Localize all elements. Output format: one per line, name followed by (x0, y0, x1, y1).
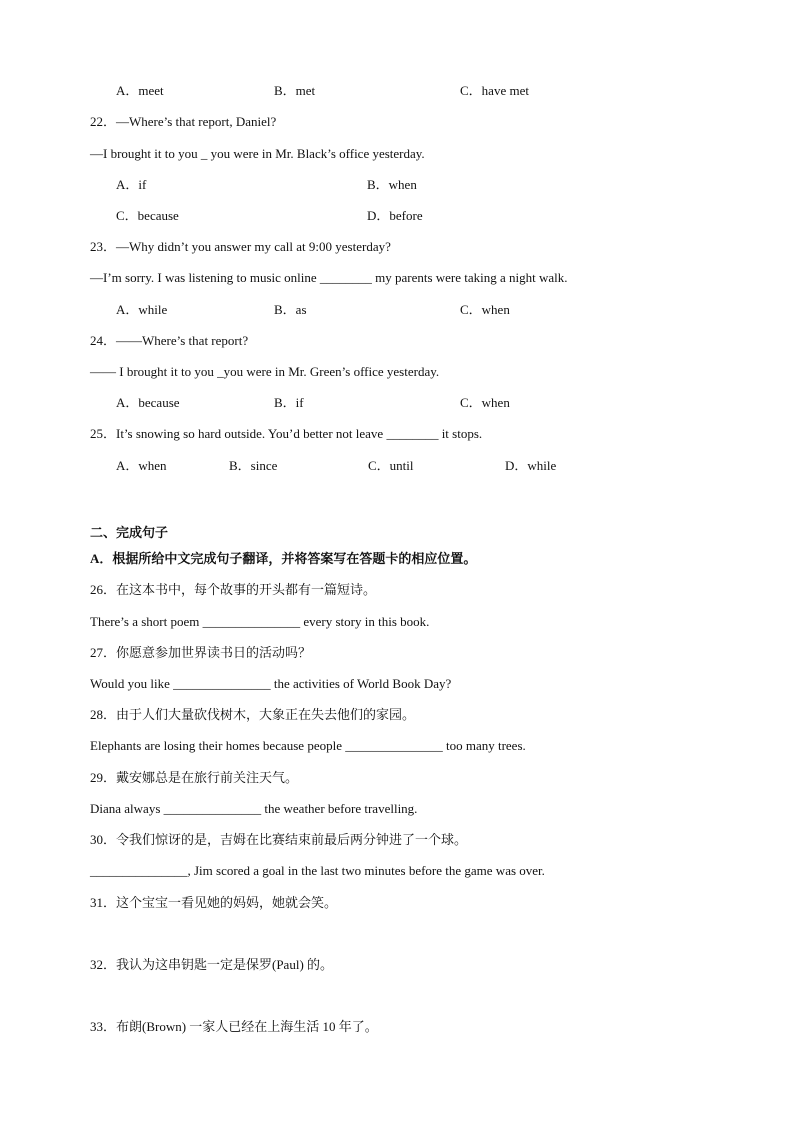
q28-chinese: 28．由于人们大量砍伐树木，大象正在失去他们的家园。 (90, 707, 416, 722)
q27-chinese: 27．你愿意参加世界读书日的活动吗？ (90, 645, 312, 660)
q24-option-c: C．when (460, 395, 510, 410)
q21-option-b: B．met (274, 83, 316, 98)
section-title: 二、完成句子 (90, 525, 169, 540)
q22-option-c: C．because (116, 208, 179, 223)
q21-option-c: C．have met (460, 83, 529, 98)
q22-question: 22．—Where’s that report, Daniel? (90, 114, 277, 129)
q22-option-b: B．when (367, 177, 417, 192)
q25-question: 25．It’s snowing so hard outside. You’d better not leave ________ it stops. (90, 426, 483, 441)
q30-chinese: 30．令我们惊讶的是，吉姆在比赛结束前最后两分钟进了一个球。 (90, 832, 468, 847)
section-instruction: A．根据所给中文完成句子翻译，并将答案写在答题卡的相应位置。 (90, 551, 477, 566)
q25-option-a: A．when (116, 458, 167, 473)
q22-answer-line: —I brought it to you _ you were in Mr. Black’s office yesterday. (90, 146, 425, 161)
q23-option-c: C．when (460, 302, 510, 317)
q23-question: 23．—Why didn’t you answer my call at 9:00 yesterday? (90, 239, 391, 254)
q29-chinese: 29．戴安娜总是在旅行前关注天气。 (90, 770, 299, 785)
q30-english: _______________, Jim scored a goal in the last two minutes before the game was over. (90, 863, 545, 878)
q24-answer-line: —— I brought it to you _you were in Mr. Green’s office yesterday. (90, 364, 440, 379)
q25-option-d: D．while (505, 458, 557, 473)
q24-question: 24．——Where’s that report? (90, 333, 249, 348)
q22-option-d: D．before (367, 208, 423, 223)
q24-option-b: B．if (274, 395, 304, 410)
q31-chinese: 31．这个宝宝一看见她的妈妈，她就会笑。 (90, 895, 338, 910)
q33-chinese: 33．布朗(Brown) 一家人已经在上海生活 10 年了。 (90, 1019, 378, 1034)
q23-option-a: A．while (116, 302, 168, 317)
q32-chinese: 32．我认为这串钥匙一定是保罗(Paul) 的。 (90, 957, 334, 972)
q26-english: There’s a short poem _______________ every story in this book. (90, 614, 430, 629)
q24-option-a: A．because (116, 395, 180, 410)
q26-chinese: 26．在这本书中，每个故事的开头都有一篇短诗。 (90, 582, 377, 597)
q23-answer-line: —I’m sorry. I was listening to music online ________ my parents were taking a night walk. (90, 270, 568, 285)
q25-option-b: B．since (229, 458, 278, 473)
q28-english: Elephants are losing their homes because people _______________ too many trees. (90, 738, 526, 753)
q22-option-a: A．if (116, 177, 147, 192)
q25-option-c: C．until (368, 458, 414, 473)
q29-english: Diana always _______________ the weather before travelling. (90, 801, 418, 816)
q23-option-b: B．as (274, 302, 307, 317)
q21-option-a: A．meet (116, 83, 164, 98)
q27-english: Would you like _______________ the activities of World Book Day? (90, 676, 452, 691)
